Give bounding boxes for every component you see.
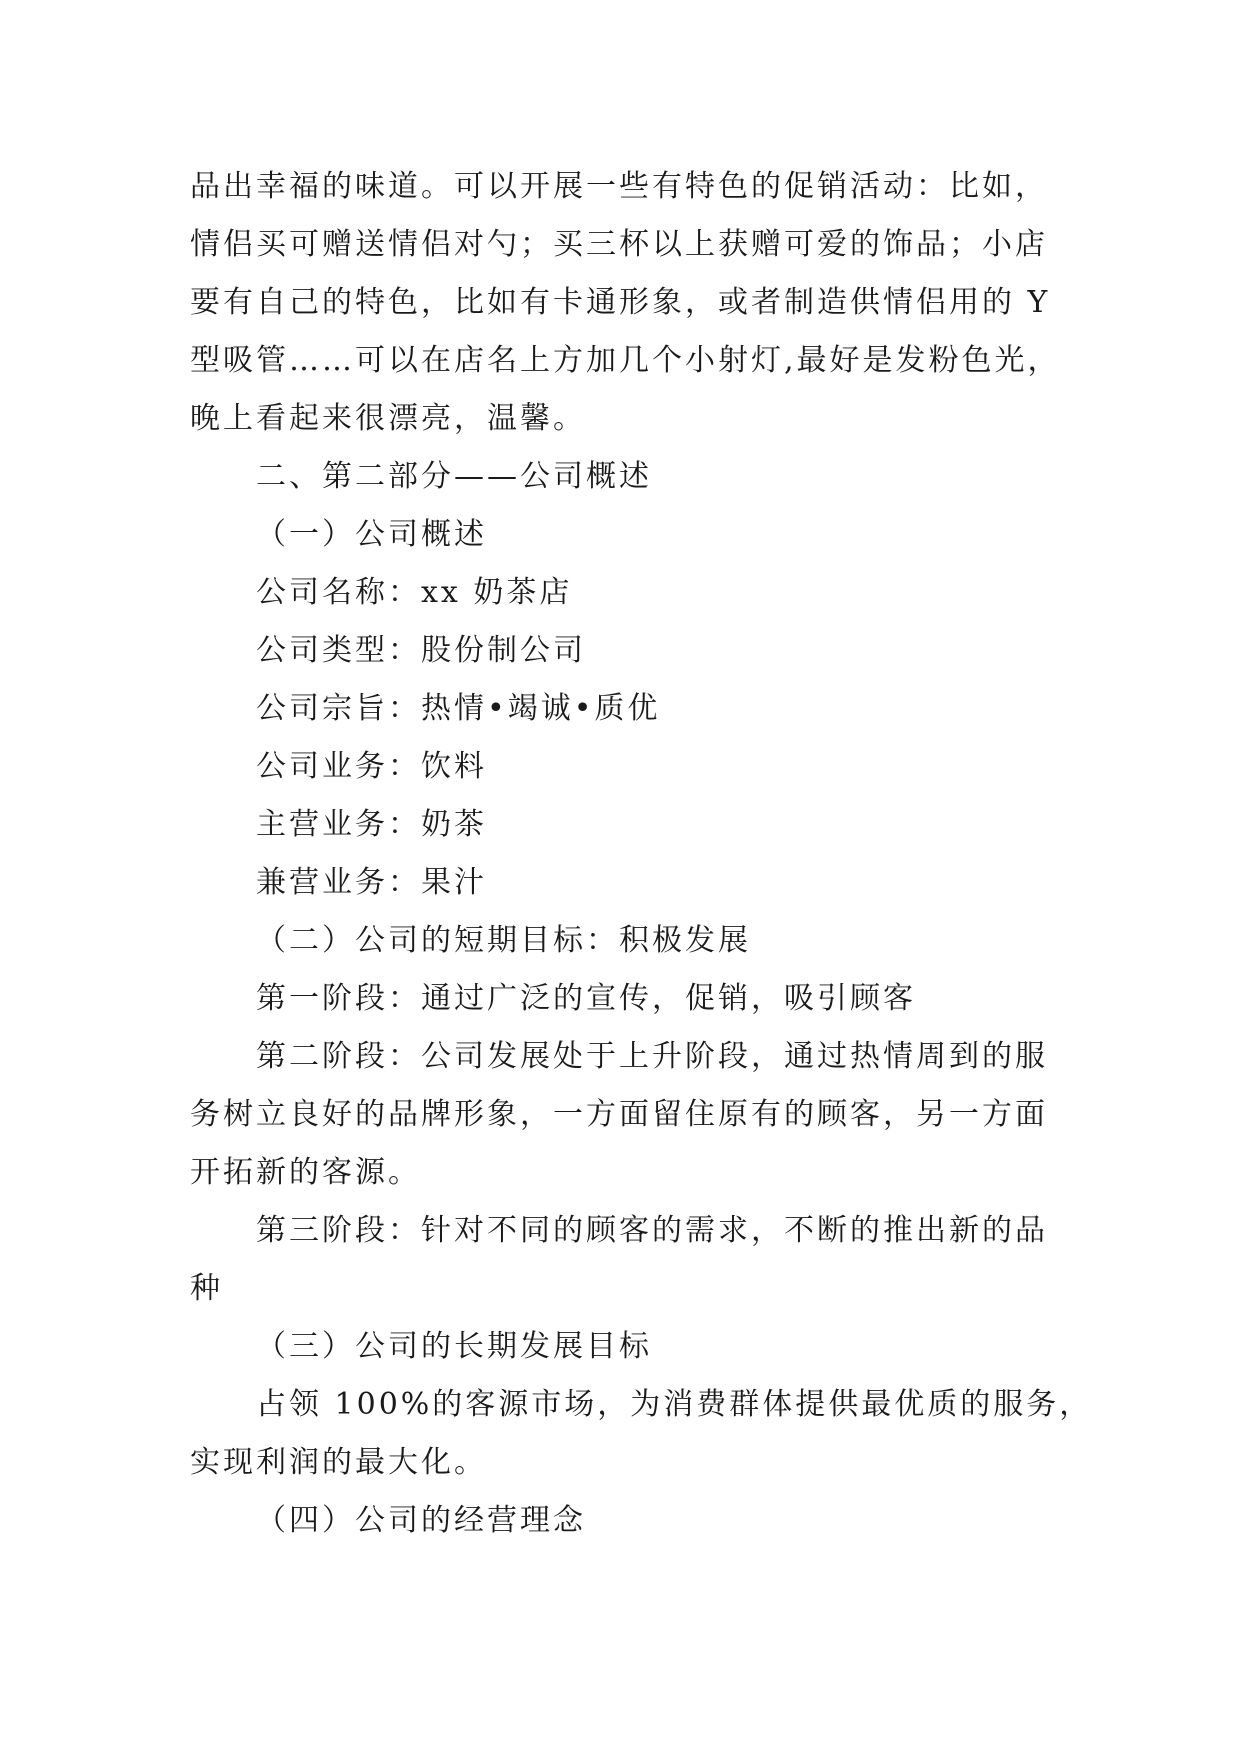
paragraph-line: 品出幸福的味道。可以开展一些有特色的促销活动：比如， <box>190 169 1048 204</box>
company-name-line: 公司名称：xx 奶茶店 <box>256 575 573 610</box>
company-business-line: 公司业务：饮料 <box>256 749 487 784</box>
paragraph-line: 情侣买可赠送情侣对勺；买三杯以上获赠可爱的饰品；小店 <box>190 227 1048 262</box>
stage-three-line: 第三阶段：针对不同的顾客的需求，不断的推出新的品 <box>256 1213 1048 1248</box>
main-business-line: 主营业务：奶茶 <box>256 807 487 842</box>
subsection-heading: （四）公司的经营理念 <box>256 1503 586 1538</box>
subsection-heading: （一）公司概述 <box>256 517 487 552</box>
paragraph-line: 要有自己的特色，比如有卡通形象，或者制造供情侣用的 Y <box>190 285 1051 320</box>
stage-two-line: 第二阶段：公司发展处于上升阶段，通过热情周到的服 <box>256 1039 1048 1074</box>
subsection-heading: （三）公司的长期发展目标 <box>256 1329 652 1364</box>
paragraph-line: 开拓新的客源。 <box>190 1155 421 1190</box>
stage-one-line: 第一阶段：通过广泛的宣传，促销，吸引顾客 <box>256 981 916 1016</box>
side-business-line: 兼营业务：果汁 <box>256 865 487 900</box>
paragraph-line: 型吸管……可以在店名上方加几个小射灯,最好是发粉色光， <box>190 343 1061 378</box>
paragraph-line: 晚上看起来很漂亮，温馨。 <box>190 401 586 436</box>
company-type-line: 公司类型：股份制公司 <box>256 633 586 668</box>
paragraph-line: 务树立良好的品牌形象，一方面留住原有的顾客，另一方面 <box>190 1097 1048 1132</box>
company-purpose-line: 公司宗旨：热情•竭诚•质优 <box>256 691 661 726</box>
paragraph-line: 占领 100%的客源市场，为消费群体提供最优质的服务， <box>256 1387 1093 1422</box>
paragraph-line: 种 <box>190 1271 223 1306</box>
section-heading: 二、第二部分——公司概述 <box>256 459 652 494</box>
subsection-heading: （二）公司的短期目标：积极发展 <box>256 923 751 958</box>
paragraph-line: 实现利润的最大化。 <box>190 1445 487 1480</box>
document-page <box>190 158 1093 1550</box>
